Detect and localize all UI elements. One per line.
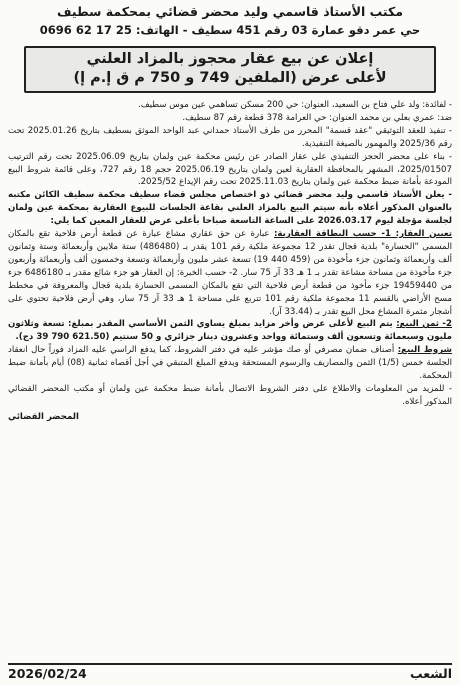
price-heading: 2- ثمن البيع: [396, 319, 452, 330]
bailiff-office-name: مكتب الأستاذ قاسمي وليد محضر قضائي بمحكمة سطيف [56, 4, 404, 19]
notice-subtitle: لأعلى عرض (الملفين 749 و 750 م ق إ.م إ) [73, 70, 387, 86]
property-text: عبارة عن حق عقاري مشاع عبارة عن قطعة أرض فلاحية تقع بالمكان المسمى "الحسارة" بلدية قجال تقدر 12 مجموعة ملكية رقم 101 يقدر بـ (486480) ستة ملايين وأربعمائة وستة وثمانون ألف وأربعمائة وثمانون جزء مأخوذة من (459 440 19) تسعة عشر مليون وأربعمائة وتسعة وخمسون ألف وأربعمائة وأربعون جزء مأخوذة من مساحة مشاعة تقدر بـ 1 هـ 33 آر 75 سار. 2- حسب الخبرة: إن العقار هو جزء شائع مقدر بـ 6486180 جزء من 19459440 جزء مأخوذ من قطعة أرض فلاحية التي تقع بالمكان المسمى الحسارة بلدية قجال والمعروفة في مخطط مسح الأراضي بالقسم 11 مجموعة ملكية رقم 101 تتربع على مساحة 1 هـ 33 آر 75 سار، وهي أرض فلاحية تحتوي على أشجار مثمرة المشاع محل البيع تقدر بـ (33.44 آر). [8, 229, 453, 317]
creditor-paragraph: - لفائدة: ولد علي فتاح بن السعيد، العنوان: حي 200 مسكن تساهمي عين موس سطيف. [138, 100, 452, 110]
signature: المحضر القضائي [8, 411, 79, 422]
conditions-text: أصناف ضمان مصرفي أو صك مؤشر عليه في دفتر الشروط، كما يدفع الراسي عليه المزاد فوراً حال انعقاد الجلسة خمس (1/5) الثمن والمصاريف والرسوم المستحقة ويدفع المبلغ المتبقي في أجل أقصاه ثمانية (08) أيام بأمانة ضبط المحكمة. [8, 345, 453, 382]
conditions-paragraph [8, 344, 452, 383]
notice-title: إعلان عن بيع عقار محجوز بالمزاد العلني [86, 51, 374, 67]
property-heading: تعيين العقار: 1- حسب البطاقة العقارية: [273, 229, 452, 240]
publication-date: 2026/02/24 [8, 665, 87, 681]
price-text: يتم البيع لأعلى عرض وأخر مزايد بمبلغ يساوي الثمن الأساسي المقدر بمبلغ: تسعة وثلاثون مليون وسبعمائة وتسعون ألف وستمائة وواحد وعشرون دينار جزائري و 50 سنتيم (621.50 790 39 دج). [8, 319, 452, 343]
price-paragraph [8, 318, 452, 344]
contact-paragraph: - للمزيد من المعلومات والاطلاع على دفتر الشروط الاتصال بأمانة ضبط محكمة عين ولمان أو مكتب المحضر القضائي المذكور أعلاه. [8, 383, 452, 407]
debtor-paragraph: ضد: عمري بعلي بن محمد العنوان: حي العرامة 378 قطعة رقم 87 سطيف. [182, 112, 452, 123]
bailiff-office-address: حي عمر دقو عمارة 03 رقم 451 سطيف - الهاتف: 25 17 62 0696 [39, 23, 421, 37]
notice-body [8, 99, 452, 409]
announcement-paragraph: - يعلن الأستاذ قاسمي وليد محضر قضائي ذو اختصاص مجلس قضاء سطيف محكمة سطيف الكائن مكتبه بالعنوان المذكور أعلاه بأنه سيتم البيع بالمزاد العلني بقاعة الجلسات للبيوع العقارية بمحكمة عين ولمان لجلسة مؤجلة ليوم 2026.03.17 على الساعة التاسعة صباحا بأعلى عرض للعقار المعين كما يلي: [8, 190, 452, 227]
seizure-paragraph: - بناء على محضر الحجز التنفيذي على عقار الصادر عن رئيس محكمة عين ولمان بتاريخ 2025.06.09 تحت رقم الترتيب 2025/01507، المشهر بالمحافظة العقارية لعين ولمان بتاريخ 2025.06.19 حجم 18 رقم 727، وعلى قائمة شروط البيع المودعة بأمانة ضبط محكمة عين ولمان بتاريخ 2025.11.03 تحت رقم الإيداع 2025/52. [8, 151, 452, 188]
newspaper-footer [8, 663, 452, 681]
newspaper-name: الشعب [410, 665, 452, 681]
notice-title-box [24, 46, 436, 93]
property-paragraph [8, 228, 452, 318]
conditions-heading: شروط البيع: [397, 345, 452, 356]
deed-paragraph: - تنفيذ للعقد التوثيقي "عقد قسمة" المحرر من طرف الأستاذ حمداني عبد الواحد الموثق بسطيف بتاريخ 2025.01.26 تحت رقم 2025/36 والمهمور بالصيغة التنفيذية. [8, 125, 453, 149]
